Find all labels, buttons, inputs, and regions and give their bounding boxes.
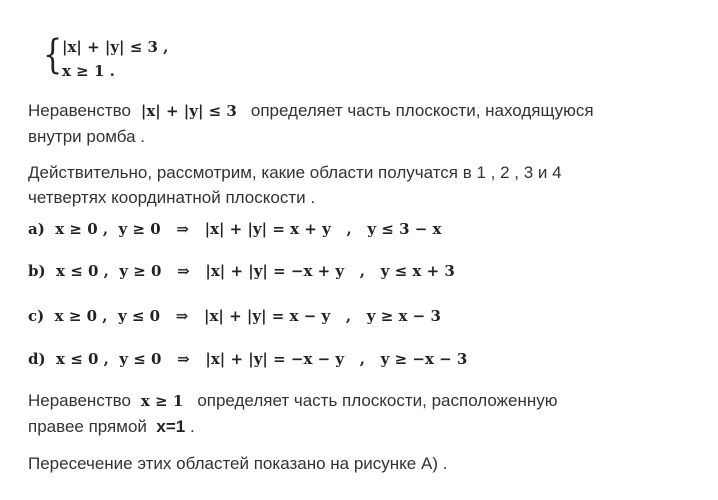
paragraph-line-x1-line-2: [28, 414, 698, 439]
paragraph-line-x1-line-2-after: .: [189, 417, 195, 436]
case-a: a) x ≥ 0 , y ≥ 0 ⇒ |x| + |y| = x + y , y ≤ 3 − x: [28, 220, 442, 238]
paragraph-line-x1-after: определяет часть плоскости, расположенную: [197, 391, 558, 410]
system-line-1: |x| + |y| ≤ 3 ,: [62, 38, 169, 56]
paragraph-quadrants-line-2: четвертях координатной плоскости .: [28, 188, 316, 207]
paragraph-line-x1-before: Неравенство: [28, 391, 131, 410]
paragraph-intersection-line-1: Пересечение этих областей показано на рисунке А) .: [28, 454, 448, 473]
case-d: d) x ≤ 0 , y ≤ 0 ⇒ |x| + |y| = −x − y , y ≥ −x − 3: [28, 350, 468, 368]
paragraph-rhombus-before: Неравенство: [28, 101, 131, 120]
paragraph-rhombus-math: |x| + |y| ≤ 3: [140, 102, 237, 120]
paragraph-line-x1-math: x ≥ 1: [140, 392, 184, 410]
line-equation-x1: x=1: [156, 417, 186, 436]
paragraph-quadrants-line-1: Действительно, рассмотрим, какие области получатся в 1 , 2 , 3 и 4: [28, 163, 562, 182]
paragraph-intersection: [28, 451, 698, 476]
paragraph-quadrants: [28, 160, 698, 210]
case-c: c) x ≥ 0 , y ≤ 0 ⇒ |x| + |y| = x − y , y ≥ x − 3: [28, 307, 441, 325]
paragraph-rhombus: [28, 98, 698, 149]
case-b: b) x ≤ 0 , y ≥ 0 ⇒ |x| + |y| = −x + y , y ≤ x + 3: [28, 262, 455, 280]
system-line-2: x ≥ 1 .: [62, 62, 115, 80]
paragraph-rhombus-line-2: внутри ромба .: [28, 127, 146, 146]
paragraph-rhombus-line-1: [28, 98, 698, 124]
paragraph-rhombus-after: определяет часть плоскости, находящуюся: [250, 101, 594, 120]
left-brace: {: [43, 32, 63, 78]
paragraph-line-x1-line-1: [28, 388, 698, 414]
paragraph-line-x1: [28, 388, 698, 439]
paragraph-line-x1-line-2-before: правее прямой: [28, 417, 147, 436]
